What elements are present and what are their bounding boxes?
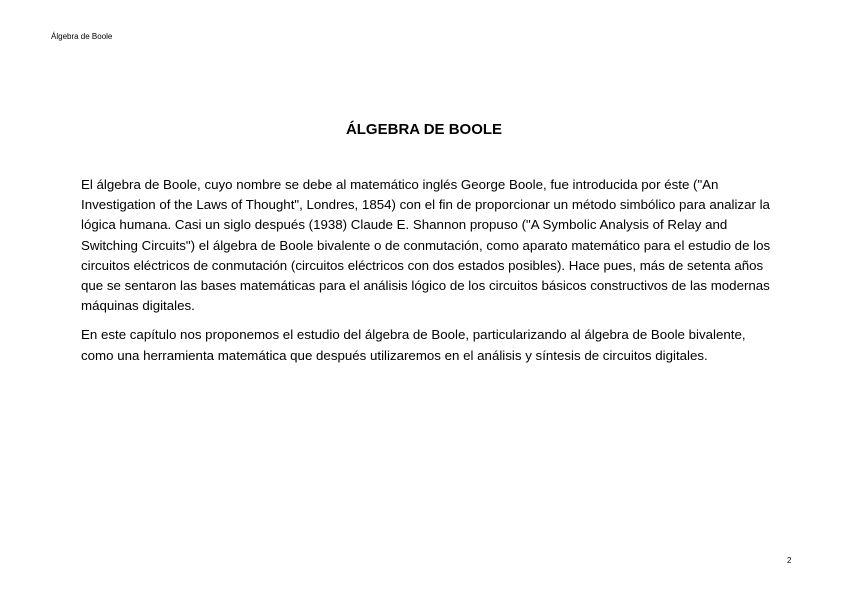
running-header: Álgebra de Boole <box>51 32 113 41</box>
paragraph-chapter-aim: En este capítulo nos proponemos el estudio del álgebra de Boole, particularizando al álgebra de Boole bivalente, como una herramienta matemática que después utilizaremos en el análisis y síntesis de circuitos digitales. <box>81 327 746 363</box>
page-number: 2 <box>787 556 792 565</box>
page-title: ÁLGEBRA DE BOOLE <box>345 121 503 138</box>
paragraph-intro: El álgebra de Boole, cuyo nombre se debe al matemático inglés George Boole, fue introducida por éste ("An Investigation of the Laws of Thought", Londres, 1854) con el fin de proporcionar un método simbólico para analizar la lógica humana. Casi un siglo después (1938) Claude E. Shannon propuso ("A Symbolic Analysis of Relay and Switching Circuits") el álgebra de Boole bivalente o de conmutación, como aparato matemático para el estudio de los circuitos eléctricos de conmutación (circuitos eléctricos con dos estados posibles). Hace pues, más de setenta años que se sentaron las bases matemáticas para el análisis lógico de los circuitos básicos constructivos de las modernas máquinas digitales. <box>81 177 771 314</box>
body-text <box>81 175 781 375</box>
